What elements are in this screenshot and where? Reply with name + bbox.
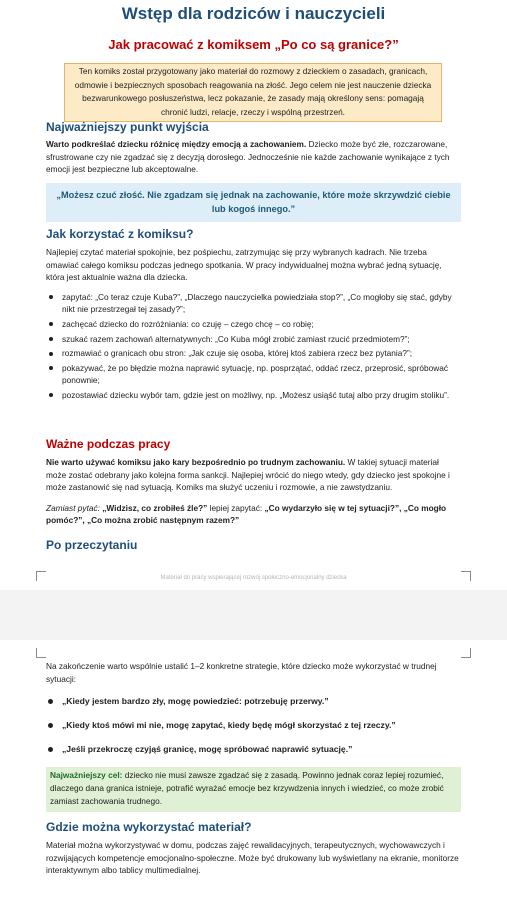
document-subtitle: Jak pracować z komiksem „Po co są granice?” [108,37,399,52]
bullet-icon [49,393,53,397]
section-heading: Ważne podczas pracy [46,437,171,451]
list-item: „Kiedy ktoś mówi mi nie, mogę zapytać, kiedy będę mógł skorzystać z tej rzeczy.” [46,719,461,732]
goal-label: Najważniejszy cel: [50,770,123,781]
list-item: „Kiedy jestem bardzo zły, mogę powiedzieć: potrzebuję przerwy.” [46,695,461,708]
section-heading: Jak korzystać z komiksu? [46,227,194,241]
bullet-icon [49,322,53,326]
bullet-icon [49,295,53,299]
bullet-icon [49,337,53,341]
strategy-list [46,695,461,756]
bold-lead: Warto podkreślać dziecku różnicę między emocją a zachowaniem. [46,139,307,149]
paragraph-text: W takiej sytuacji materiał może zostać odebrany jako kolejna forma sankcji. Najlepiej wrócić do niego wtedy, gdy dziecko jest spokojne i może zastanowić się nad sytuacją. Komiks ma służyć uczeniu i rozmowie, a nie zawstydzaniu. [46,457,450,493]
goal-box [46,767,461,812]
crop-mark [461,571,471,581]
bold-lead: Nie warto używać komiksu jako kary bezpośrednio po trudnym zachowaniu. [46,457,346,467]
intro-box: Ten komiks został przygotowany jako materiał do rozmowy z dzieckiem o zasadach, granicach, odmowie i bezpiecznych sposobach reagowania na złość. Jego celem nie jest nauczenie dziecka bezwarunkowego posłuszeństwa, lecz pokazanie, że zasady mają określony sens: pomagają chronić ludzi, relacje, rzeczy i wspólną przestrzeń. [64,63,442,122]
bullet-icon [49,366,53,370]
list-item: szukać razem zachowań alternatywnych: „Co Kuba mógł zrobić zamiast rzucić przedmiotem?”; [46,333,461,346]
section-paragraph [46,456,461,494]
section-heading: Najważniejszy punkt wyjścia [46,120,209,134]
list-item: pokazywać, że po błędzie można naprawić sytuację, np. posprzątać, oddać rzecz, przeprosić, spróbować ponownie; [46,362,461,387]
bullet-icon [49,352,53,356]
goal-text: dziecko nie musi zawsze zgadzać się z zasadą. Powinno jednak coraz lepiej rozumieć, dlaczego dana granica istnieje, potrafić wyrażać emocje bez krzywdzenia innych i wiedzieć, co może zrobić zamiast zachowania trudnego. [50,770,444,807]
quote-box: „Możesz czuć złość. Nie zgadzam się jednak na zachowanie, które może skrzywdzić ciebie lub kogoś innego.” [46,183,461,222]
list-item: zapytać: „Co teraz czuje Kuba?”, „Dlaczego nauczycielka powiedziała stop?”, „Co mogłoby się stać, gdyby nikt nie przestrzegał tej zasady?”; [46,291,461,316]
section-paragraph: Najlepiej czytać materiał spokojnie, bez pośpiechu, zatrzymując się przy wybranych kadrach. Nie trzeba omawiać całego komiksu podczas jednego spotkania. W pracy indywidualnej można wybrać jedną sytuację, która jest aktualnie ważna dla dziecka. [46,247,442,283]
section-howto [46,226,461,404]
crop-mark [461,648,471,658]
bullet-icon [48,723,53,728]
instead-paragraph: Zamiast pytać: „Widzisz, co zrobiłeś źle?” lepiej zapytać: „Co wydarzyło się w tej sytuacji?”, „Co mogło pomóc?”, „Co można zrobić następnym razem?” [46,502,447,526]
paragraph-text: Dziecko może być złe, rozczarowane, sfrustrowane czy nie zgadzać się z decyzją dorosłego. Jednocześnie nie każde zachowanie wynikające z tych emocji jest bezpieczne lub akceptowalne. [46,139,450,175]
page-gap [0,590,507,640]
document-page-2 [0,640,507,900]
bullet-icon [48,699,53,704]
bullet-icon [48,747,53,752]
section-important [46,436,461,553]
section-start [46,119,461,222]
list-item: „Jeśli przekroczę czyjąś granicę, mogę spróbować naprawić sytuację.” [46,743,461,756]
section-heading: Gdzie można wykorzystać materiał? [46,820,252,835]
crop-mark [36,648,46,658]
section-heading: Po przeczytaniu [46,537,138,552]
crop-mark [36,571,46,581]
section-after [46,660,461,877]
section-paragraph: Materiał można wykorzystywać w domu, podczas zajęć rewalidacyjnych, terapeutycznych, wychowawczych i rozwijających kompetencje emocjonalno-społeczne. Może być drukowany lub wyświetlany na ekranie, monitorze interaktywnym albo tablicy multimedialnej. [46,840,459,876]
list-item: zachęcać dziecko do rozróżniania: co czuję – czego chcę – co robię; [46,318,461,331]
document-title: Wstęp dla rodziców i nauczycieli [121,4,386,23]
section-paragraph: Na zakończenie warto wspólnie ustalić 1–2 konkretne strategie, które dziecko może wykorzystać w trudnej sytuacji: [46,661,437,684]
list-item: rozmawiać o granicach obu stron: „Jak czuje się osoba, której ktoś zabiera rzecz bez pytania?”; [46,347,461,360]
section-paragraph [46,138,461,176]
list-item: pozostawiać dziecku wybór tam, gdzie jest on możliwy, np. „Możesz usiąść tutaj albo przy drugim stoliku”. [46,389,461,402]
tips-list [46,291,461,402]
page-footer: Materiał do pracy wspierającej rozwój społeczno-emocjonalny dziecka [160,575,347,581]
